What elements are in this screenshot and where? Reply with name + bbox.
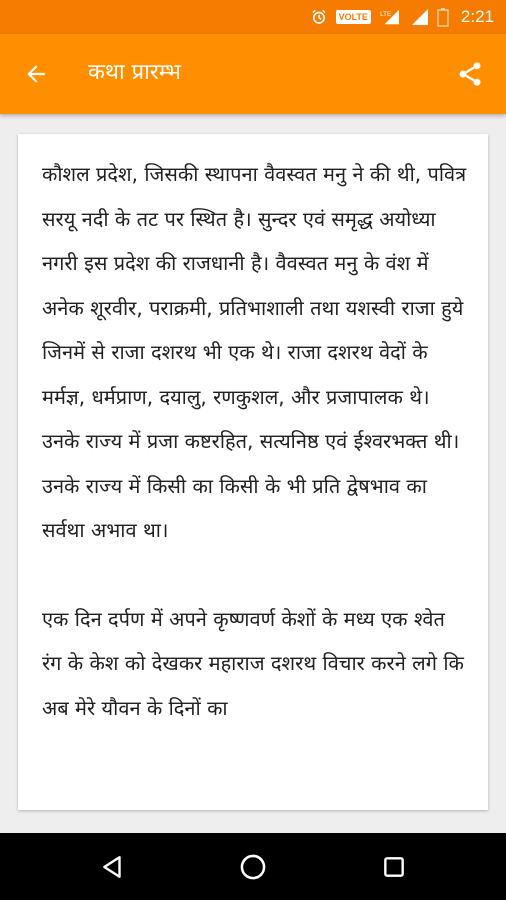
nav-recents-button[interactable] xyxy=(377,850,411,884)
nav-recents-icon xyxy=(381,854,407,880)
story-paragraph-1: कौशल प्रदेश, जिसकी स्थापना वैवस्वत मनु ने की थी, पवित्र सरयू नदी के तट पर स्थित है। सुन्दर एवं समृद्ध अयोध्या नगरी इस प्रदेश की राजधानी है। वैवस्वत मनु के वंश में अनेक शूरवीर, पराक्रमी, प्रतिभाशाली तथा यशस्वी राजा हुये जिनमें से राजा दशरथ भी एक थे। राजा दशरथ वेदों के मर्मज्ञ, धर्मप्राण, दयालु, रणकुशल, और प्रजापालक थे। उनके राज्य में प्रजा कष्टरहित, सत्यनिष्ठ एवं ईश्वरभक्त थी। उनके राज्य में किसी का किसी के भी प्रति द्वेषभाव का सर्वथा अभाव था। xyxy=(42,162,467,542)
page-title: कथा प्रारम्भ xyxy=(88,60,181,85)
navigation-bar xyxy=(0,833,506,900)
share-button[interactable] xyxy=(454,58,486,90)
nav-home-icon xyxy=(239,853,267,881)
status-icons xyxy=(310,0,494,34)
nav-home-button[interactable] xyxy=(236,850,270,884)
nav-back-button[interactable] xyxy=(96,850,130,884)
app-bar xyxy=(0,34,506,114)
battery-icon xyxy=(437,7,449,27)
status-time: 2:21 xyxy=(460,7,494,26)
story-paragraph-2: एक दिन दर्पण में अपने कृष्णवर्ण केशों के मध्य एक श्वेत रंग के केश को देखकर महाराज दशरथ विचार करने लगे कि अब मेरे यौवन के दिनों का xyxy=(42,606,464,720)
story-card[interactable] xyxy=(18,134,488,810)
alarm-icon xyxy=(310,8,328,26)
story-text xyxy=(42,152,468,774)
signal-icon xyxy=(409,8,429,26)
volte-badge: VOLTE xyxy=(336,10,371,24)
status-bar xyxy=(0,0,506,34)
svg-text:LTE: LTE xyxy=(380,11,392,19)
signal-lte-icon xyxy=(379,8,401,26)
share-icon xyxy=(456,60,484,88)
back-button[interactable] xyxy=(20,58,52,90)
nav-back-icon xyxy=(100,854,126,880)
arrow-back-icon xyxy=(23,61,49,87)
